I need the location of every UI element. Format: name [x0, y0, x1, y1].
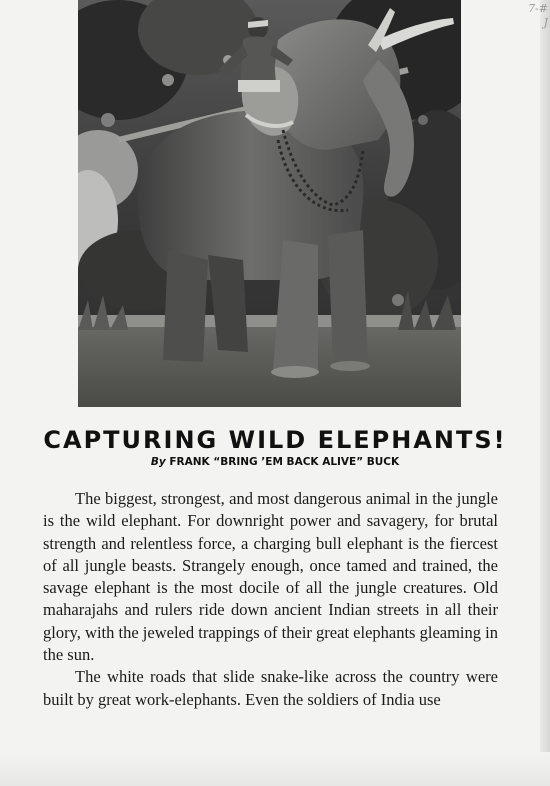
byline-author: FRANK “BRING ’EM BACK ALIVE” BUCK [169, 456, 400, 468]
corner-note-line-1: 7-# [528, 2, 548, 15]
byline-prefix: By [150, 456, 166, 468]
elephant-photograph [78, 0, 461, 407]
article-body [43, 488, 498, 711]
corner-handwritten-note [504, 2, 548, 42]
article-paragraph-2: The white roads that slide snake-like across the country were built by great work-elephants. Even the soldiers of India use [43, 667, 498, 709]
page-bottom-margin [0, 752, 550, 786]
article-byline [0, 455, 550, 469]
article-title: CAPTURING WILD ELEPHANTS! [43, 426, 507, 454]
article-paragraph-1: The biggest, strongest, and most dangerous animal in the jungle is the wild elephant. For downright power and savagery, for brutal strength and relentless force, a charging bull elephant is the fiercest of all jungle beasts. Strangely enough, once tamed and trained, the savage elephant is the most docile of all the jungle creatures. Old maharajahs and rulers ride down ancient Indian streets in all their glory, with the jeweled trappings of their great elephants gleaming in the sun. [43, 489, 498, 665]
page-edge-shadow [540, 0, 550, 786]
corner-note-line-2: J [543, 16, 548, 29]
